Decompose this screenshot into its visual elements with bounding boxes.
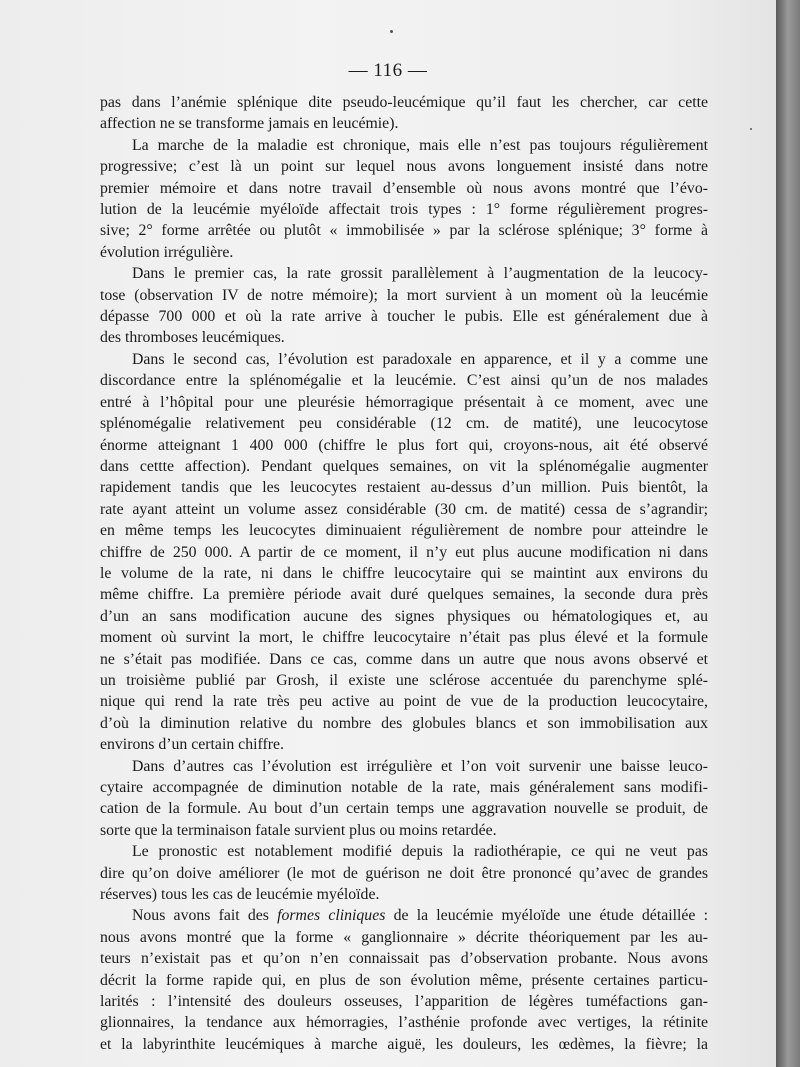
text-line: le volume de la rate, ni dans le chiffre leucocytaire qui se maintint aux environs du — [100, 564, 708, 582]
text-line: et la labyrinthite leucémiques à marche aiguë, les douleurs, les œdèmes, la fièvre; la — [100, 1035, 708, 1053]
text-line: moment où survint la mort, le chiffre leucocytaire n’était pas plus élevé et la formule — [100, 629, 708, 647]
text-line: affection ne se transforme jamais en leucémie). — [100, 115, 399, 133]
ink-speck — [750, 128, 752, 130]
text-line: pas dans l’anémie splénique dite pseudo-leucémique qu’il faut les chercher, car cette — [100, 94, 708, 111]
text-line: énorme atteignant 1 400 000 (chiffre le plus fort qui, croyons-nous, ait été observé — [100, 436, 708, 454]
text-line: Dans le premier cas, la rate grossit parallèlement à l’augmentation de la leucocy- — [132, 265, 708, 283]
text-line: Dans le second cas, l’évolution est paradoxale en apparence, et il y a comme une — [132, 350, 708, 368]
text-line: décrit la forme rapide qui, en plus de son évolution même, présente certaines particu- — [100, 971, 708, 989]
text-line: nous avons montré que la forme « ganglionnaire » décrite théoriquement par les au- — [100, 928, 708, 946]
text-line: évolution irrégulière. — [100, 243, 234, 261]
text-line — [100, 905, 708, 926]
page-number: — 116 — — [348, 60, 428, 81]
text-line: larités : l’intensité des douleurs osseuses, l’apparition de légères tuméfactions gan- — [100, 993, 708, 1011]
text-line: splénomégalie relativement peu considérable (12 cm. de matité), une leucocytose — [100, 415, 708, 433]
text-line: Le pronostic est notablement modifié depuis la radiothérapie, ce qui ne veut pas — [132, 843, 708, 861]
text-line: La marche de la maladie est chronique, mais elle n’est pas toujours régulièrement — [132, 136, 708, 154]
text-line: d’où la diminution relative du nombre des globules blancs et son immobilisation aux — [100, 714, 708, 732]
ink-speck — [390, 30, 393, 33]
text-line: sorte que la terminaison fatale survient plus ou moins retardée. — [100, 821, 497, 839]
text-line: réserves) tous les cas de leucémie myéloïde. — [100, 886, 380, 904]
text-segment: Nous avons fait des — [132, 907, 278, 925]
text-line: dire qu’on doive améliorer (le mot de guérison ne doit être prononcé qu’avec de grandes — [100, 864, 708, 882]
text-line: un troisième publié par Grosh, il existe une sclérose accentuée du parenchyme splé- — [100, 671, 708, 689]
text-line: tose (observation IV de notre mémoire); la mort survient à un moment où la leucémie — [100, 286, 708, 304]
text-line: environs d’un certain chiffre. — [100, 736, 284, 754]
text-line: en même temps les leucocytes diminuaient régulièrement de nombre pour atteindre le — [100, 522, 708, 540]
text-line: progressive; c’est là un point sur lequel nous avons longuement insisté dans notre — [100, 158, 708, 176]
text-line: ne s’était pas modifiée. Dans ce cas, comme dans un autre que nous avons observé et — [100, 650, 708, 668]
text-line: dans cettte affection). Pendant quelques semaines, on vit la splénomégalie augmenter — [100, 457, 708, 475]
text-line: glionnaires, la tendance aux hémorragies, l’asthénie profonde avec vertiges, la rétinite — [100, 1014, 708, 1032]
text-line: même chiffre. La première période avait duré quelques semaines, la seconde dura près — [100, 586, 708, 604]
text-line: cation de la formule. Au bout d’un certain temps une aggravation nouvelle se produit, de — [100, 800, 708, 818]
text-line: teurs n’existait pas et qu’on n’en connaissait pas d’observation probante. Nous avons — [100, 950, 708, 968]
page-edge-shadow — [776, 0, 800, 1067]
text-line: dépasse 700 000 et où la rate arrive à toucher le pubis. Elle est généralement due à — [100, 308, 708, 326]
text-line: chiffre de 250 000. A partir de ce moment, il n’y eut plus aucune modification ni dans — [100, 543, 708, 561]
text-line: rapidement tandis que les leucocytes restaient au-dessus d’un million. Puis bientôt, la — [100, 479, 708, 497]
text-line: discordance entre la splénomégalie et la leucémie. C’est ainsi qu’un de nos malades — [100, 372, 708, 390]
text-line: cytaire accompagnée de diminution notable de la rate, mais généralement sans modifi- — [100, 779, 708, 796]
text-line: lution de la leucémie myéloïde affectait trois types : 1° forme régulièrement progres- — [100, 201, 708, 219]
text-segment: de la leucémie myéloïde une étude détaillée : — [385, 907, 708, 925]
text-line: d’un an sans modification aucune des signes physiques ou hématologiques et, au — [100, 607, 708, 625]
text-line: premier mémoire et dans notre travail d’ensemble où nous avons montré que l’évo- — [100, 179, 708, 197]
text-line: nique qui rend la rate très peu active au point de vue de la production leucocytaire, — [100, 693, 708, 711]
italic-phrase: formes cliniques — [277, 907, 386, 925]
text-line: Dans d’autres cas l’évolution est irrégulière et l’on voit survenir une baisse leuco- — [132, 757, 708, 775]
body-text — [100, 92, 708, 1055]
text-line: sive; 2° forme arrêtée ou plutôt « immobilisée » par la sclérose splénique; 3° forme à — [100, 222, 708, 240]
text-line: des thromboses leucémiques. — [100, 329, 285, 347]
text-line: entré à l’hôpital pour une pleurésie hémorragique présentait à ce moment, avec une — [100, 393, 708, 411]
text-line: rate ayant atteint un volume assez considérable (30 cm. de matité) cessa de s’agrandir; — [100, 500, 708, 518]
